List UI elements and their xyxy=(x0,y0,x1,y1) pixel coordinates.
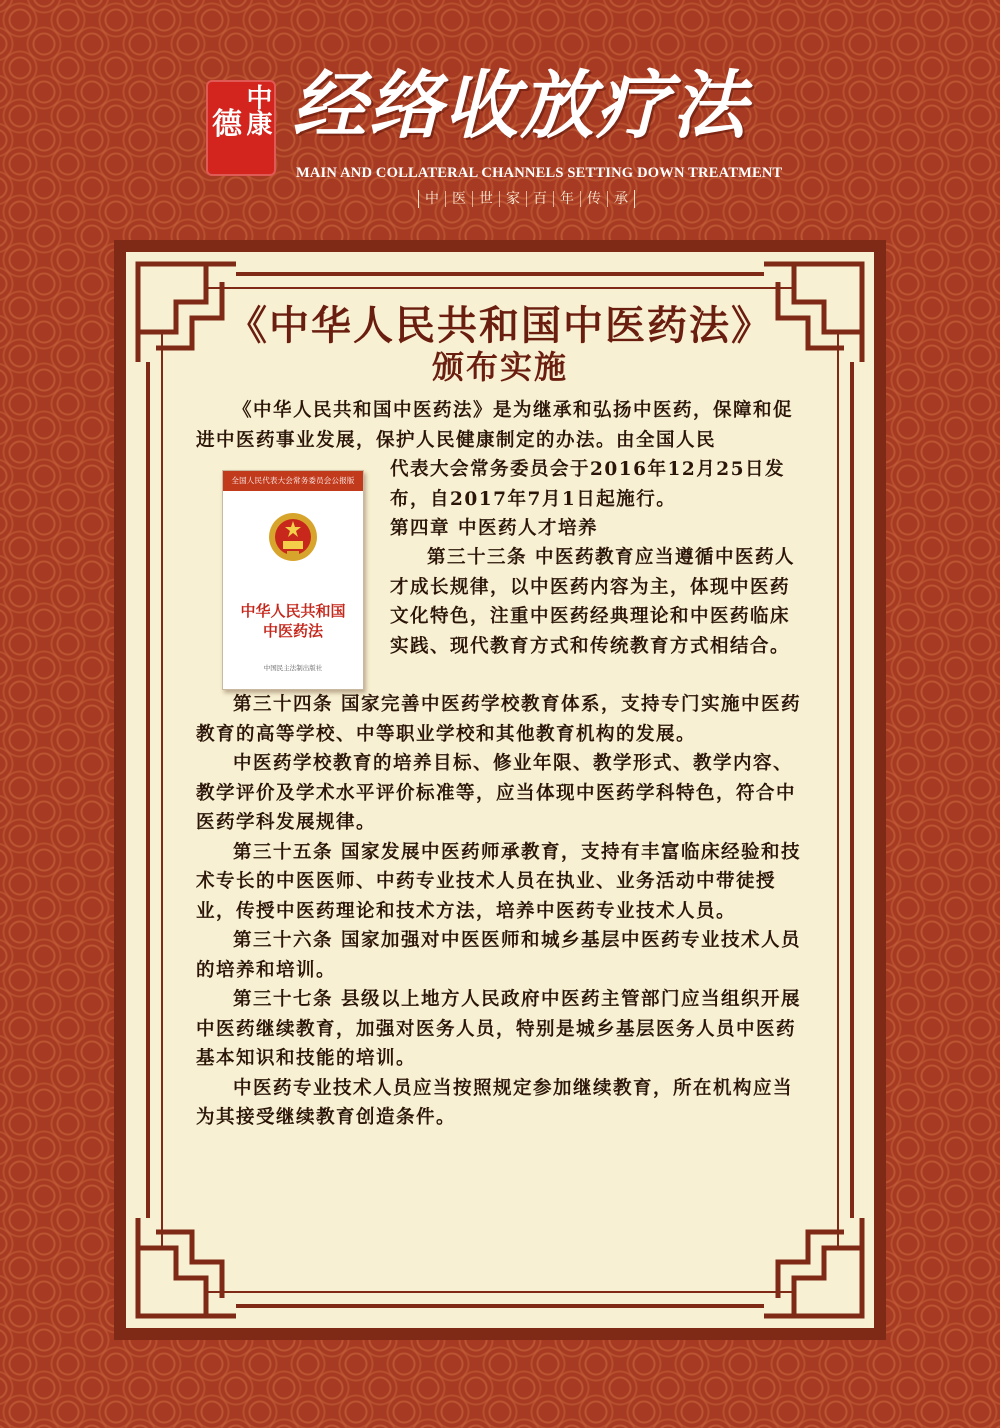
brand-english-subtitle: MAIN AND COLLATERAL CHANNELS SETTING DOWN TREATMENT xyxy=(296,165,783,181)
panel-subtitle: 颁布实施 xyxy=(431,348,568,386)
chapter-heading: 第四章 中医药人才培养 xyxy=(390,518,598,539)
poster-header xyxy=(0,0,1000,230)
book-publisher: 中国民主法制出版社 xyxy=(263,664,323,672)
articles-body xyxy=(196,690,808,1133)
article-37-paragraph-2: 中医药专业技术人员应当按照规定参加继续教育，所在机构应当为其接受继续教育创造条件。 xyxy=(196,1077,794,1128)
book-title xyxy=(223,601,363,641)
article-37: 第三十七条 县级以上地方人民政府中医药主管部门应当组织开展中医药继续教育，加强对医务人员，特别是城乡基层医务人员中医药基本知识和技能的培训。 xyxy=(196,989,801,1069)
panel-title: 《中华人民共和国中医药法》 xyxy=(227,302,773,349)
book-top-band: 全国人民代表大会常务委员会公报版 xyxy=(223,471,363,491)
brand-seal xyxy=(206,80,276,176)
tagline-char: 百 xyxy=(527,191,554,207)
intro-paragraph-continued: 代表大会常务委员会于2016年12月25日发布，自2017年7月1日起施行。 xyxy=(390,459,785,510)
tagline-characters xyxy=(419,191,634,207)
article-34: 第三十四条 国家完善中医药学校教育体系，支持专门实施中医药教育的高等学校、中等职业学校和其他教育机构的发展。 xyxy=(196,694,801,745)
tagline-char: 传 xyxy=(581,191,608,207)
article-35: 第三十五条 国家发展中医药师承教育，支持有丰富临床经验和技术专长的中医医师、中药专业技术人员在执业、业务活动中带徒授业，传授中医药理论和技术方法，培养中医药专业技术人员。 xyxy=(196,841,801,922)
tagline-divider-right xyxy=(634,190,635,208)
brand-tagline xyxy=(418,187,635,211)
tagline-char: 中 xyxy=(419,191,446,207)
book-title-line-2: 中医药法 xyxy=(262,622,323,640)
article-33: 第三十三条 中医药教育应当遵循中医药人才成长规律，以中医药内容为主，体现中医药文化特色，注重中医药经典理论和中医药临床实践、现代教育方式和传统教育方式相结合。 xyxy=(390,547,795,657)
tagline-char: 家 xyxy=(500,191,527,207)
article-36: 第三十六条 国家加强对中医医师和城乡基层中医药专业技术人员的培养和培训。 xyxy=(196,930,801,981)
tagline-char: 承 xyxy=(614,191,628,207)
law-book-cover xyxy=(222,470,364,690)
intro-paragraph: 《中华人民共和国中医药法》是为继承和弘扬中医药，保障和促进中医药事业发展，保护人民健康制定的办法。由全国人民 xyxy=(196,400,794,451)
national-emblem-icon xyxy=(267,511,319,563)
tagline-char: 年 xyxy=(554,191,581,207)
brand-title: 经络收放疗法 xyxy=(292,63,748,149)
tagline-char: 世 xyxy=(473,191,500,207)
seal-text-bottom: 德 xyxy=(212,107,242,142)
tagline-char: 医 xyxy=(446,191,473,207)
seal-text-top: 中康 xyxy=(242,84,272,136)
article-34-paragraph-2: 中医药学校教育的培养目标、修业年限、教学形式、教学内容、教学评价及学术水平评价标准等，应当体现中医药学科特色，符合中医药学科发展规律。 xyxy=(196,753,797,833)
book-title-line-1: 中华人民共和国 xyxy=(240,602,346,620)
